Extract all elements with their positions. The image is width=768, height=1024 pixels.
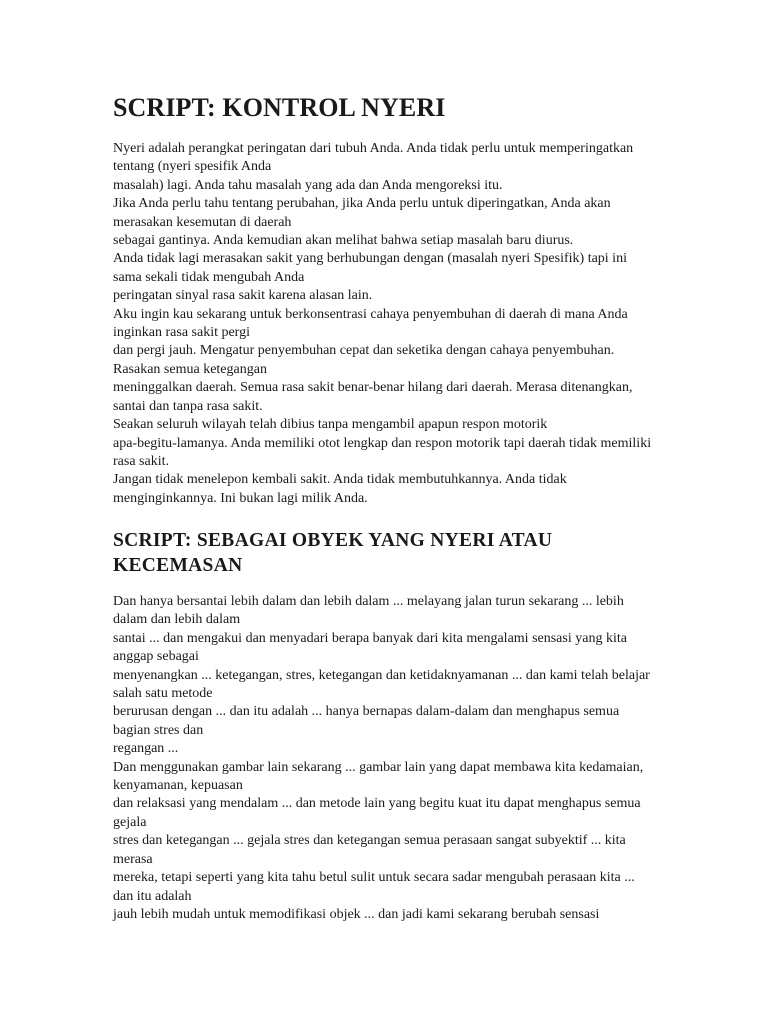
paragraph-line: Anda tidak lagi merasakan sakit yang berhubungan dengan (masalah nyeri Spesifik) tapi ini sama sekali tidak mengubah Anda [113, 251, 627, 285]
document-title: SCRIPT: KONTROL NYERI [113, 93, 446, 122]
paragraph-line: Nyeri adalah perangkat peringatan dari tubuh Anda. Anda tidak perlu untuk memperingatkan tentang (nyeri spesifik Anda [113, 141, 634, 175]
paragraph-line: mereka, tetapi seperti yang kita tahu betul sulit untuk secara sadar mengubah perasaan kita ... dan itu adalah [113, 870, 635, 904]
section-2-heading: SCRIPT: SEBAGAI OBYEK YANG NYERI ATAU KECEMASAN [113, 530, 553, 576]
paragraph-line: Dan menggunakan gambar lain sekarang ... gambar lain yang dapat membawa kita kedamaian, kenyamanan, kepuasan [113, 759, 644, 794]
section-1-body [113, 140, 658, 508]
paragraph-line: dan pergi jauh. Mengatur penyembuhan cepat dan seketika dengan cahaya penyembuhan. Rasakan semua ketegangan [113, 343, 615, 377]
paragraph-line: stres dan ketegangan ... gejala stres dan ketegangan semua perasaan sangat subyektif ... kita merasa [113, 833, 626, 867]
paragraph-line: dan relaksasi yang mendalam ... dan metode lain yang begitu kuat itu dapat menghapus semua gejala [113, 796, 641, 830]
paragraph-line: sebagai gantinya. Anda kemudian akan melihat bahwa setiap masalah baru diurus. [113, 233, 574, 249]
paragraph-line: Seakan seluruh wilayah telah dibius tanpa mengambil apapun respon motorik [113, 417, 548, 433]
paragraph-line: jauh lebih mudah untuk memodifikasi objek ... dan jadi kami sekarang berubah sensasi [113, 906, 600, 922]
paragraph-line: Dan hanya bersantai lebih dalam dan lebih dalam ... melayang jalan turun sekarang ... lebih dalam dan lebih dalam [113, 594, 624, 628]
paragraph-line: meninggalkan daerah. Semua rasa sakit benar-benar hilang dari daerah. Merasa ditenangkan, santai dan tanpa rasa sakit. [113, 380, 633, 414]
paragraph-line: masalah) lagi. Anda tahu masalah yang ada dan Anda mengoreksi itu. [113, 177, 503, 193]
paragraph-line: santai ... dan mengakui dan menyadari berapa banyak dari kita mengalami sensasi yang kita anggap sebagai [113, 630, 627, 665]
paragraph-line: peringatan sinyal rasa sakit karena alasan lain. [113, 288, 373, 304]
section-2-body [113, 593, 658, 924]
paragraph-line: regangan ... [113, 741, 179, 757]
paragraph-line: berurusan dengan ... dan itu adalah ... hanya bernapas dalam-dalam dan menghapus semua bagian stres dan [113, 704, 620, 738]
paragraph-line: menyenangkan ... ketegangan, stres, ketegangan dan ketidaknyamanan ... dan kami telah belajar salah satu metode [113, 667, 650, 702]
paragraph-line: Aku ingin kau sekarang untuk berkonsentrasi cahaya penyembuhan di daerah di mana Anda inginkan rasa sakit pergi [113, 306, 628, 341]
paragraph-line: Jika Anda perlu tahu tentang perubahan, jika Anda perlu untuk diperingatkan, Anda akan merasakan kesemutan di daerah [113, 196, 611, 230]
paragraph-line: Jangan tidak menelepon kembali sakit. Anda tidak membutuhkannya. Anda tidak menginginkannya. Ini bukan lagi milik Anda. [113, 472, 567, 506]
paragraph-line: apa-begitu-lamanya. Anda memiliki otot lengkap dan respon motorik tapi daerah tidak memiliki rasa sakit. [113, 435, 652, 469]
